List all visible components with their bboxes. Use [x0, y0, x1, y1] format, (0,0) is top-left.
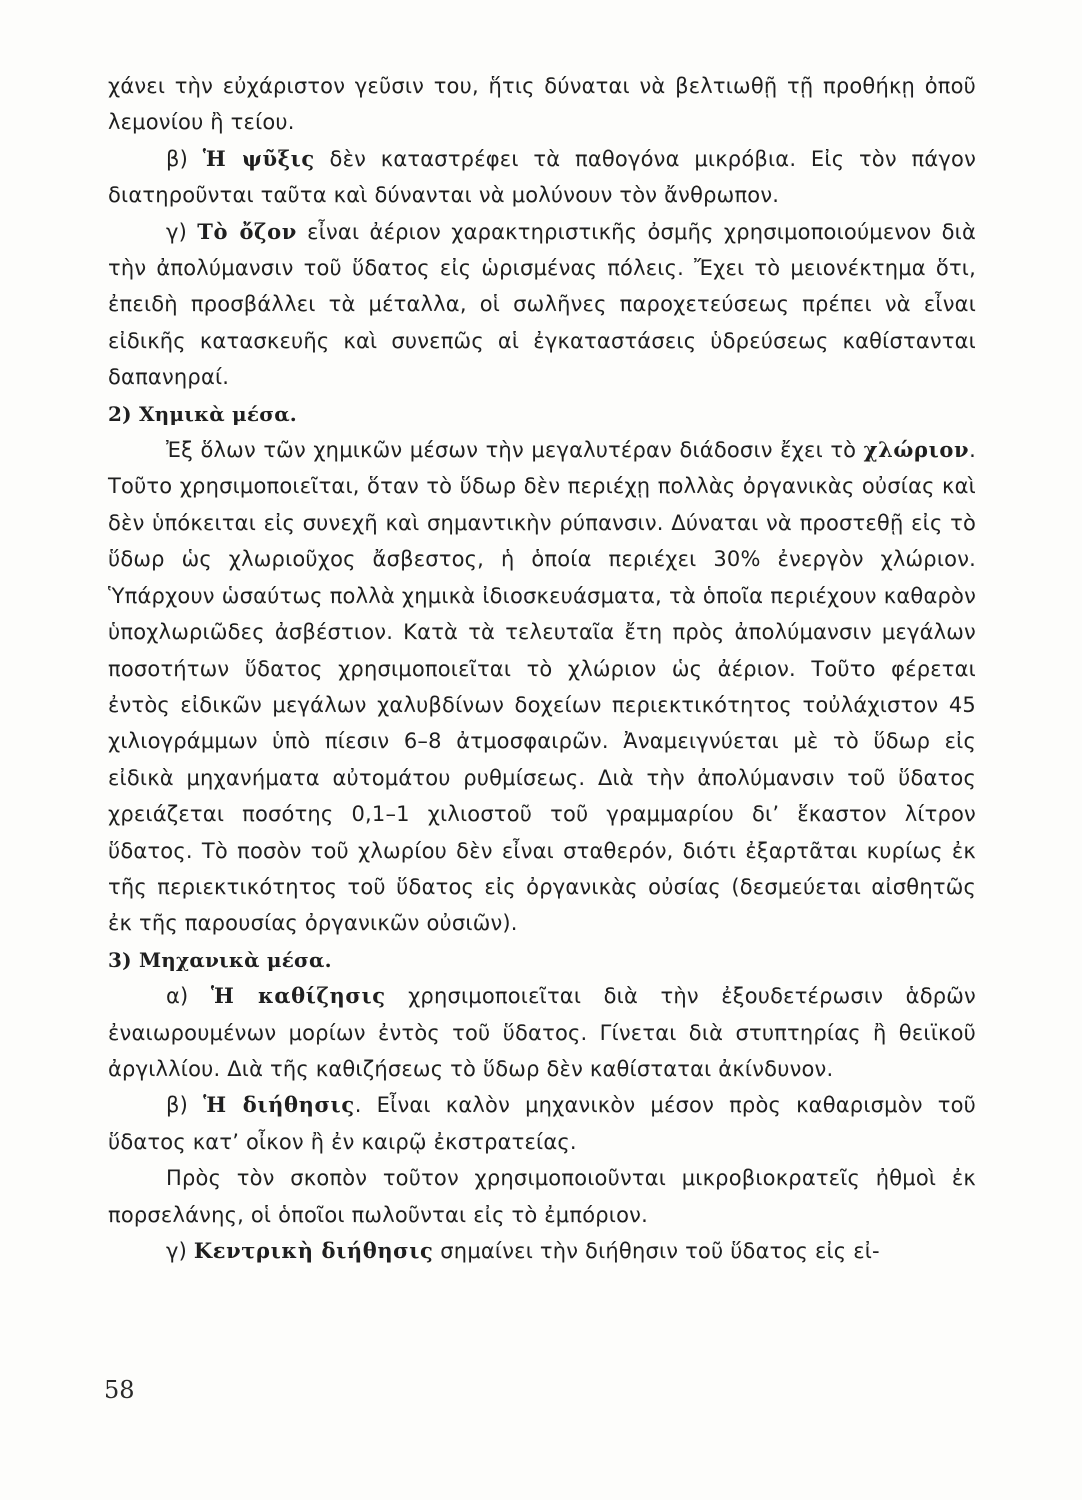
- text-run: . Τοῦτο χρησιμοποιεῖται, ὅταν τὸ ὕδωρ δὲν περιέχῃ πολλὰς ὀργανικὰς οὐσίας καὶ δὲν ὑπόκειται εἰς συνεχῆ καὶ σημαντικὴν ρύπανσιν. Δύναται νὰ προστεθῇ εἰς τὸ ὕδωρ ὡς χλωριοῦχος ἄσβεστος, ἡ ὁποία περιέχει 30% ἐνεργὸν χλώριον. Ὑπάρχουν ὡσαύτως πολλὰ χημικὰ ἰδιοσκευάσματα, τὰ ὁποῖα περιέχουν καθαρὸν ὑποχλωριῶδες ἀσβέστιον. Κατὰ τὰ τελευταῖα ἔτη πρὸς ἀπολύμανσιν μεγάλων ποσοτήτων ὕδατος χρησιμοποιεῖται τὸ χλώριον ὡς ἀέριον. Τοῦτο φέρεται ἐντὸς εἰδικῶν μεγάλων χαλυβδίνων δοχείων περιεκτικότητος τοὐλάχιστον 45 χιλιογράμμων ὑπὸ πίεσιν 6–8 ἀτμοσφαιρῶν. Ἀναμειγνύεται μὲ τὸ ὕδωρ εἰς εἰδικὰ μηχανήματα αὐτομάτου ρυθμίσεως. Διὰ τὴν ἀπολύμανσιν τοῦ ὕδατος χρειάζεται ποσότης 0,1–1 χιλιοστοῦ τοῦ γραμμαρίου δι’ ἕκαστον λίτρον ὕδατος. Τὸ ποσὸν τοῦ χλωρίου δὲν εἶναι σταθερόν, διότι ἐξαρτᾶται κυρίως ἐκ τῆς περιεκτικότητος τοῦ ὕδατος εἰς ὀργανικὰς οὐσίας (δεσμεύεται αἰσθητῶς ἐκ τῆς παρουσίας ὀργανικῶν οὐσιῶν).: [108, 438, 976, 936]
- page-number: 58: [104, 1376, 135, 1404]
- bold-term: Ἡ διήθησις: [203, 1092, 355, 1118]
- bold-term: χλώριον: [863, 437, 970, 463]
- paragraph: [108, 1233, 976, 1269]
- paragraph: [108, 214, 976, 396]
- text-run: Πρὸς τὸν σκοπὸν τοῦτον χρησιμοποιοῦνται μικροβιοκρατεῖς ἠθμοὶ ἐκ πορσελάνης, οἱ ὁποῖοι πωλοῦνται εἰς τὸ ἐμπόριον.: [108, 1166, 976, 1227]
- text-run: . Εἶναι καλὸν μηχανικὸν μέσον πρὸς καθαρισμὸν τοῦ ὕδατος κατ’ οἶκον ἢ ἐν καιρῷ ἐκστρατείας.: [108, 1093, 977, 1154]
- paragraph: [108, 978, 976, 1087]
- bold-term: Κεντρικὴ διήθησις: [193, 1238, 434, 1263]
- text-run: 2) Χημικὰ μέσα.: [108, 401, 297, 426]
- paragraph: [108, 1160, 976, 1233]
- section-heading: [108, 942, 976, 978]
- text-run: β): [166, 1093, 204, 1118]
- text-run: γ): [166, 219, 198, 244]
- text-run: εἶναι ἀέριον χαρακτηριστικῆς ὀσμῆς χρησιμοποιούμενον διὰ τὴν ἀπολύμανσιν τοῦ ὕδατος εἰς ὡρισμένας πόλεις. Ἔχει τὸ μειονέκτημα ὅτι, ἐπειδὴ προσβάλλει τὰ μέταλλα, οἱ σωλῆνες παροχετεύσεως πρέπει νὰ εἶναι εἰδικῆς κατασκευῆς καὶ συνεπῶς αἱ ἐγκαταστάσεις ὑδρεύσεως καθίστανται δαπανηραί.: [108, 219, 976, 390]
- text-run: Ἐξ ὅλων τῶν χημικῶν μέσων τὴν μεγαλυτέραν διάδοσιν ἔχει τὸ: [166, 438, 864, 463]
- bold-term: Ἡ καθίζησις: [210, 983, 386, 1009]
- body-text: [108, 68, 976, 1269]
- paragraph: [108, 1087, 976, 1160]
- section-heading: [108, 396, 976, 432]
- paragraph: [108, 141, 976, 214]
- bold-term: Τὸ ὄζον: [197, 218, 297, 244]
- text-run: α): [166, 984, 211, 1009]
- text-run: δὲν καταστρέφει τὰ παθογόνα μικρόβια. Εἰς τὸν πάγον διατηροῦνται ταῦτα καὶ δύνανται νὰ μολύνουν τὸν ἄνθρωπον.: [108, 146, 977, 208]
- text-run: γ): [166, 1239, 194, 1263]
- text-run: 3) Μηχανικὰ μέσα.: [108, 947, 332, 972]
- bold-term: Ἡ ψῦξις: [202, 145, 315, 171]
- text-run: χρησιμοποιεῖται διὰ τὴν ἐξουδετέρωσιν ἁδρῶν ἐναιωρουμένων μορίων ἐντὸς τοῦ ὕδατος. Γίνεται διὰ στυπτηρίας ἢ θειϊκοῦ ἀργιλλίου. Διὰ τῆς καθιζήσεως τὸ ὕδωρ δὲν καθίσταται ἀκίνδυνον.: [108, 984, 976, 1081]
- text-run: σημαίνει τὴν διήθησιν τοῦ ὕδατος εἰς εἰ-: [433, 1239, 880, 1263]
- paragraph: [108, 432, 976, 942]
- text-run: β): [166, 146, 203, 171]
- paragraph: [108, 68, 976, 141]
- text-run: χάνει τὴν εὐχάριστον γεῦσιν του, ἥτις δύναται νὰ βελτιωθῇ τῇ προθήκῃ ὀποῦ λεμονίου ἢ τείου.: [108, 74, 976, 135]
